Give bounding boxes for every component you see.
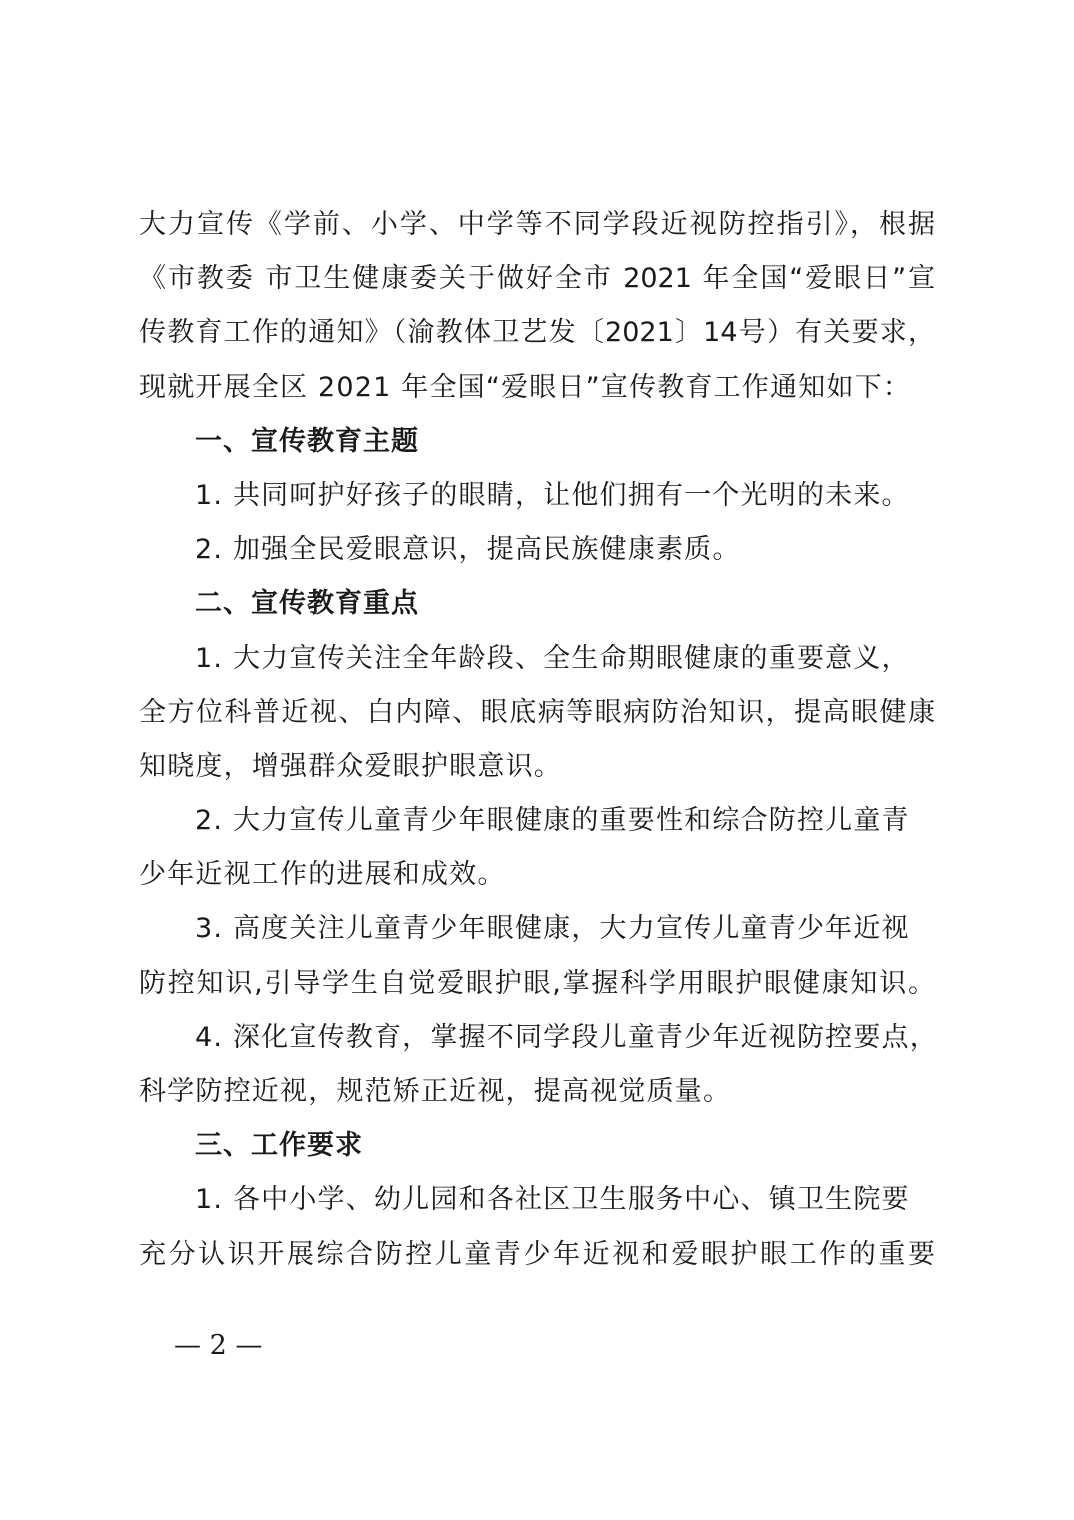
list-item: 1. 共同呵护好孩子的眼睛，让他们拥有一个光明的未来。 xyxy=(195,479,910,511)
paragraph-line: 大力宣传《学前、小学、中学等不同学段近视防控指引》，根据 xyxy=(139,209,935,240)
list-item: 2. 加强全民爱眼意识，提高民族健康素质。 xyxy=(195,534,741,566)
paragraph-line: 全方位科普近视、白内障、眼底病等眼病防治知识，提高眼健康 xyxy=(139,696,935,728)
list-item: 2. 大力宣传儿童青少年眼健康的重要性和综合防控儿童青 xyxy=(195,805,910,837)
section-heading: 二、宣传教育重点 xyxy=(195,588,419,620)
paragraph-line: 防控知识,引导学生自觉爱眼护眼,掌握科学用眼护眼健康知识。 xyxy=(139,967,935,999)
paragraph-line: 充分认识开展综合防控儿童青少年近视和爱眼护眼工作的重要 xyxy=(139,1238,935,1270)
paragraph-line: 知晓度，增强群众爱眼护眼意识。 xyxy=(139,750,562,782)
list-item: 1. 各中小学、幼儿园和各社区卫生服务中心、镇卫生院要 xyxy=(195,1184,910,1216)
paragraph-line: 《市教委 市卫生健康委关于做好全市 2021 年全国“爱眼日”宣 xyxy=(139,263,935,295)
page-number: — 2 — xyxy=(174,1330,263,1361)
section-heading: 一、宣传教育主题 xyxy=(195,425,419,457)
paragraph-line: 现就开展全区 2021 年全国“爱眼日”宣传教育工作通知如下： xyxy=(139,371,912,403)
document-body xyxy=(139,198,938,1282)
list-item: 1. 大力宣传关注全年龄段、全生命期眼健康的重要意义， xyxy=(195,642,910,674)
list-item: 4. 深化宣传教育，掌握不同学段儿童青少年近视防控要点， xyxy=(195,1021,938,1053)
paragraph-line: 传教育工作的通知》（渝教体卫艺发〔2021〕14号）有关要求， xyxy=(139,317,935,349)
paragraph-line: 科学防控近视，规范矫正近视，提高视觉质量。 xyxy=(139,1076,732,1107)
paragraph-line: 少年近视工作的进展和成效。 xyxy=(139,859,506,891)
list-item: 3. 高度关注儿童青少年眼健康，大力宣传儿童青少年近视 xyxy=(195,913,910,945)
section-heading: 三、工作要求 xyxy=(195,1130,363,1162)
